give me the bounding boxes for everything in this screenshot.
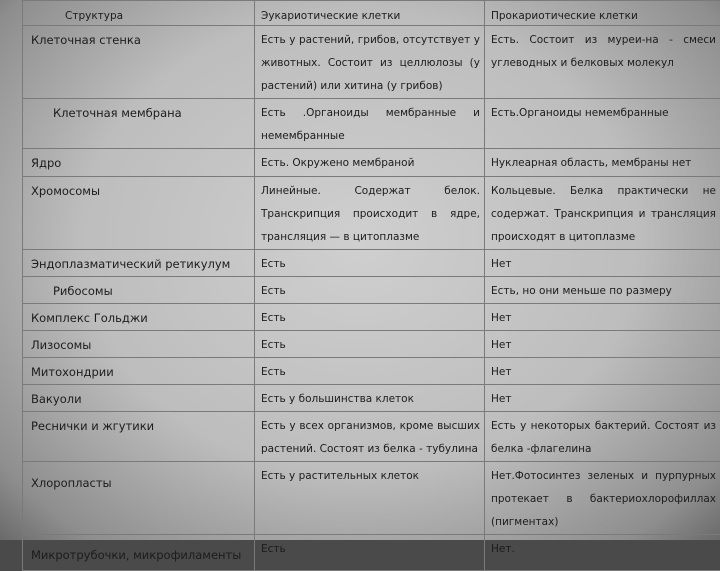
table-row <box>23 462 720 535</box>
cell-eukaryotic: Есть <box>255 535 485 571</box>
cell-eukaryotic: Есть <box>255 358 485 385</box>
table-row <box>23 26 720 99</box>
table-row <box>23 250 720 277</box>
table-row <box>23 277 720 304</box>
table-row <box>23 412 720 462</box>
cell-eukaryotic: Есть <box>255 331 485 358</box>
cell-structure: Митохондрии <box>23 358 255 385</box>
table-row <box>23 304 720 331</box>
cell-eukaryotic: Есть. Окружено мембраной <box>255 149 485 177</box>
cell-prokaryotic: Есть, но они меньше по размеру <box>485 277 720 304</box>
cell-eukaryotic: Есть <box>255 304 485 331</box>
table-row <box>23 149 720 177</box>
cell-prokaryotic: Нет. <box>485 535 720 571</box>
table-header-row <box>23 1 720 26</box>
cell-eukaryotic: Есть <box>255 277 485 304</box>
cell-structure: Ядро <box>23 149 255 177</box>
cell-prokaryotic: Есть.Органоиды немембранные <box>485 99 720 149</box>
cell-prokaryotic: Нуклеарная область, мембраны нет <box>485 149 720 177</box>
cell-eukaryotic: Линейные. Содержат белок. Транскрипция происходит в ядре, трансляция — в цитоплазме <box>255 177 485 250</box>
comparison-table <box>22 0 720 571</box>
cell-prokaryotic: Нет <box>485 358 720 385</box>
cell-eukaryotic: Есть у растительных клеток <box>255 462 485 535</box>
cell-structure: Комплекс Гольджи <box>23 304 255 331</box>
cell-prokaryotic: Нет <box>485 304 720 331</box>
cell-structure: Реснички и жгутики <box>23 412 255 462</box>
cell-structure: Эндоплазматический ретикулум <box>23 250 255 277</box>
cell-eukaryotic: Есть <box>255 250 485 277</box>
cell-structure: Клеточная стенка <box>23 26 255 99</box>
header-eukaryotic: Эукариотические клетки <box>255 1 485 26</box>
header-structure: Структура <box>23 1 255 26</box>
table-row <box>23 99 720 149</box>
cell-structure: Хромосомы <box>23 177 255 250</box>
cell-structure: Клеточная мембрана <box>23 99 255 149</box>
cell-eukaryotic: Есть у большинства клеток <box>255 385 485 412</box>
table-row <box>23 177 720 250</box>
cell-prokaryotic: Есть у некоторых бактерий. Состоят из белка -флагелина <box>485 412 720 462</box>
cell-structure: Хлоропласты <box>23 462 255 535</box>
table-row <box>23 358 720 385</box>
cell-eukaryotic: Есть у всех организмов, кроме высших растений. Состоят из белка - тубулина <box>255 412 485 462</box>
cell-structure: Рибосомы <box>23 277 255 304</box>
cell-eukaryotic: Есть .Органоиды мембранные и немембранные <box>255 99 485 149</box>
table-row <box>23 331 720 358</box>
table-row <box>23 385 720 412</box>
cell-structure: Лизосомы <box>23 331 255 358</box>
cell-prokaryotic: Нет <box>485 331 720 358</box>
header-prokaryotic: Прокариотические клетки <box>485 1 720 26</box>
cell-structure: Микротрубочки, микрофиламенты <box>23 535 255 571</box>
cell-prokaryotic: Нет <box>485 385 720 412</box>
cell-prokaryotic: Нет <box>485 250 720 277</box>
cell-eukaryotic: Есть у растений, грибов, отсутствует у животных. Состоит из целлюлозы (у растений) или хитина (у грибов) <box>255 26 485 99</box>
cell-structure: Вакуоли <box>23 385 255 412</box>
cell-prokaryotic: Нет.Фотосинтез зеленых и пурпурных протекает в бактериохлорофиллах (пигментах) <box>485 462 720 535</box>
cell-prokaryotic: Кольцевые. Белка практически не содержат. Транскрипция и трансляция происходят в цитоплазме <box>485 177 720 250</box>
cell-prokaryotic: Есть. Состоит из муреи-на - смеси углеводных и белковых молекул <box>485 26 720 99</box>
